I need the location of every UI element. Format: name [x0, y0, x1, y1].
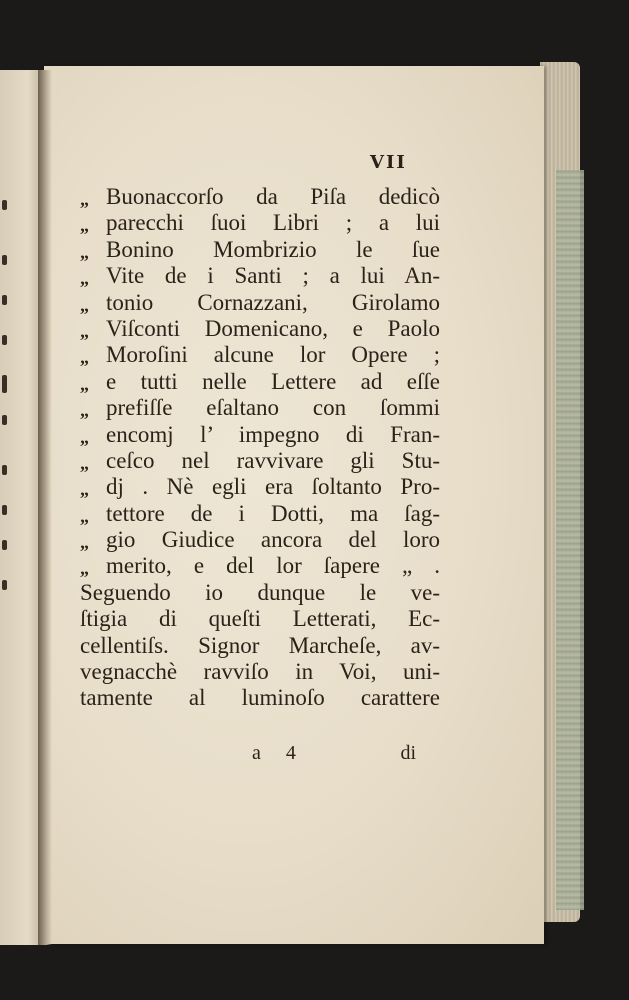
text-line-content: gio Giudice ancora del loro — [106, 527, 440, 553]
quotation-mark: „ — [80, 479, 89, 500]
quotation-mark: „ — [80, 558, 89, 579]
text-line-content: cellentiſs. Signor Marcheſe, av- — [80, 632, 440, 658]
text-line-content: tettore de i Dotti, ma ſag- — [106, 500, 440, 526]
left-page-ink-mark — [2, 200, 7, 210]
left-page-ink-mark — [2, 540, 7, 550]
text-line — [80, 474, 440, 500]
text-line-content: Viſconti Domenicano, e Paolo — [106, 315, 440, 341]
quotation-mark: „ — [80, 320, 89, 341]
text-line-content: e tutti nelle Lettere ad eſſe — [106, 368, 440, 394]
page-edge-stack-inner — [556, 170, 584, 910]
quotation-mark: „ — [80, 241, 89, 262]
quotation-mark: „ — [80, 373, 89, 394]
quotation-mark: „ — [80, 400, 89, 421]
left-facing-page — [0, 70, 40, 945]
quotation-mark: „ — [80, 426, 89, 447]
text-line — [80, 184, 440, 210]
quotation-mark: „ — [80, 532, 89, 553]
left-page-ink-mark — [2, 375, 7, 393]
text-line — [80, 580, 440, 606]
quotation-mark: „ — [80, 268, 89, 289]
text-line-content: Buonaccorſo da Piſa dedicò — [106, 184, 440, 209]
gutter-shadow — [38, 70, 52, 945]
quotation-mark: „ — [80, 347, 89, 368]
text-line-content: dj . Nè egli era ſoltanto Pro- — [106, 474, 440, 500]
text-line — [80, 501, 440, 527]
text-line — [80, 553, 440, 579]
text-line — [80, 369, 440, 395]
text-line — [80, 606, 440, 632]
text-line-content: tonio Cornazzani, Girolamo — [106, 289, 440, 315]
text-line-content: ceſco nel ravvivare gli Stu- — [106, 447, 440, 473]
left-page-ink-mark — [2, 295, 7, 305]
text-line-content: Moroſini alcune lor Opere ; — [106, 342, 440, 368]
signature-mark: a 4 — [252, 742, 306, 764]
text-line — [80, 422, 440, 448]
text-line-content: prefiſſe eſaltano con ſommi — [106, 395, 440, 421]
page-footer — [80, 742, 440, 770]
page-number: VII — [370, 152, 407, 173]
quotation-mark: „ — [80, 505, 89, 526]
left-page-ink-mark — [2, 255, 7, 265]
text-line — [80, 633, 440, 659]
text-line-content: Bonino Mombrizio le ſue — [106, 236, 440, 262]
left-page-ink-mark — [2, 505, 7, 515]
text-line — [80, 342, 440, 368]
text-line — [80, 685, 440, 711]
text-line — [80, 395, 440, 421]
text-line-content: Vite de i Santi ; a lui An- — [106, 263, 440, 289]
quotation-mark: „ — [80, 294, 89, 315]
text-line — [80, 210, 440, 236]
quotation-mark: „ — [80, 215, 89, 236]
quotation-mark: „ — [80, 452, 89, 473]
text-line-content: tamente al luminoſo carattere — [80, 685, 440, 711]
text-line — [80, 263, 440, 289]
left-page-ink-mark — [2, 335, 7, 345]
text-line-content: merito, e del lor ſapere „ . — [106, 553, 440, 579]
left-page-ink-mark — [2, 465, 7, 475]
left-page-ink-mark — [2, 415, 7, 425]
left-page-ink-mark — [2, 580, 7, 590]
text-line — [80, 448, 440, 474]
text-line — [80, 316, 440, 342]
quotation-mark: „ — [80, 189, 89, 209]
text-line-content: parecchi ſuoi Libri ; a lui — [106, 210, 440, 236]
text-line-content: ſtigia di queſti Letterati, Ec- — [80, 606, 440, 632]
text-line — [80, 237, 440, 263]
text-line — [80, 527, 440, 553]
text-line — [80, 290, 440, 316]
text-line — [80, 659, 440, 685]
catchword: di — [400, 742, 416, 764]
text-line-content: Seguendo io dunque le ve- — [80, 579, 440, 605]
text-line-content: encomj l’ impegno di Fran- — [106, 421, 440, 447]
page-text — [80, 184, 440, 712]
text-line-content: vegnacchè ravviſo in Voi, uni- — [80, 659, 440, 685]
